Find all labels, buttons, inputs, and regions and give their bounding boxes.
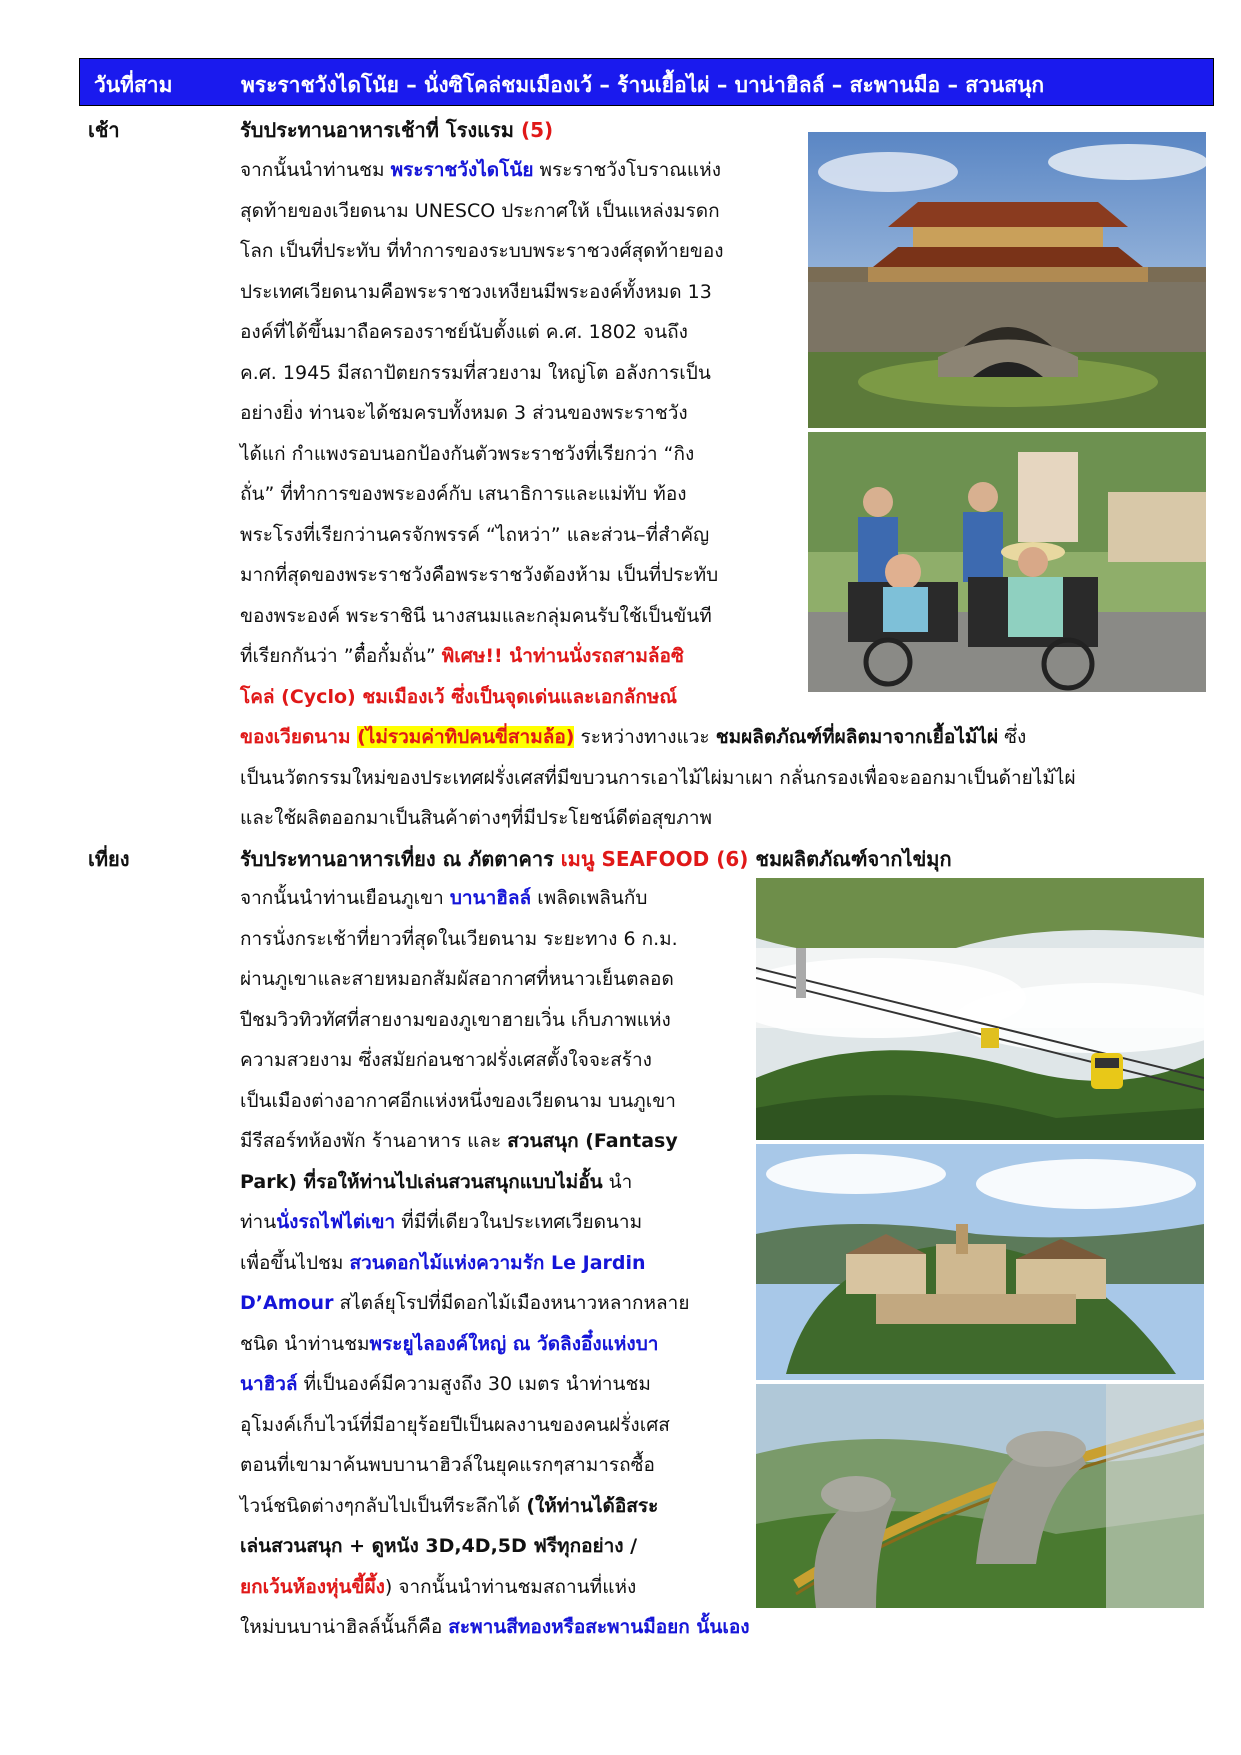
special-cyclo-note: พิเศษ!! นำท่านนั่งรถสามล้อซิ	[441, 645, 684, 667]
bana-hills-name: บานาฮิลล์	[449, 887, 532, 909]
text-line: ปีชมวิวทิวทัศที่สายงามของภูเขาฮายเวิ่น เก็บภาพแห่ง	[240, 1008, 671, 1031]
fantasy-park-name: สวนสนุก (Fantasy	[507, 1130, 678, 1152]
text-line: องค์ที่ได้ขึ้นมาถือครองราชย์นับตั้งแต่ ค.ศ. 1802 จนถึง	[240, 321, 688, 343]
bamboo-product-highlight: ชมผลิตภัณฑ์ที่ผลิตมาจากเยื้อไม้ไผ่	[715, 726, 999, 748]
bamboo-description	[240, 717, 1206, 839]
text-line: อุโมงค์เก็บไวน์ที่มีอายุร้อยปีเป็นผลงานของคนฝรั่งเศส	[240, 1413, 670, 1436]
text-line: ประเทศเวียดนามคือพระราชวงเหงียนมีพระองค์ทั้งหมด 13	[240, 280, 712, 303]
text-line: ตอนที่เขามาค้นพบบานาฮิวล์ในยุคแรกๆสามารถซื้อ	[240, 1454, 655, 1476]
love-garden-name: สวนดอกไม้แห่งความรัก Le Jardin	[349, 1251, 646, 1274]
text-line: มีรีสอร์ทห้องพัก ร้านอาหาร และ สวนสนุก (Fantasy	[240, 1130, 678, 1152]
text-line: เล่นสวนสนุก + ดูหนัง 3D,4D,5D ฟรีทุกอย่าง /	[240, 1535, 638, 1557]
text-line: ถั่น” ที่ทำการของพระองค์กับ เสนาธิการและแม่ทับ ท้อง	[240, 483, 687, 505]
mountain-train-name: นั่งรถไฟไต่เขา	[276, 1211, 396, 1233]
text-line: พระโรงที่เรียกว่านครจักพรรค์ “ไถหว่า” และส่วน–ที่สำคัญ	[240, 523, 710, 546]
breakfast-heading	[240, 114, 553, 146]
free-play-note: (ให้ท่านได้อิสระ	[526, 1494, 659, 1517]
text-line: สุดท้ายของเวียดนาม UNESCO ประกาศให้ เป็นแหล่งมรดก	[240, 199, 720, 222]
text-line: โลก เป็นที่ประทับ ที่ทำการของระบบพระราชวงศ์สุดท้ายของ	[240, 240, 724, 262]
text-line: มากที่สุดของพระราชวังคือพระราชวังต้องห้าม เป็นที่ประทับ	[240, 564, 719, 586]
text-line: การนั่งกระเช้าที่ยาวที่สุดในเวียดนาม ระยะทาง 6 ก.ม.	[240, 927, 678, 950]
text-line: ของเวียดนาม (ไม่รวมค่าทิปคนขี่สามล้อ) ระหว่างทางแวะ ชมผลิตภัณฑ์ที่ผลิตมาจากเยื้อไม้ไผ่ ซึ่ง	[240, 726, 1027, 748]
text-line: โคล่ (Cyclo) ชมเมืองเว้ ซึ่งเป็นจุดเด่นและเอกลักษณ์	[240, 685, 678, 708]
cable-car-photo	[756, 878, 1204, 1140]
buddha-statue-name: พระยูไลองค์ใหญ่ ณ วัดลิงอึ๋งแห่งบา	[369, 1332, 659, 1355]
seafood-menu: เมนู SEAFOOD	[560, 847, 710, 871]
tip-excluded-note: (ไม่รวมค่าทิปคนขี่สามล้อ)	[357, 726, 575, 748]
text-line: ความสวยงาม ซึ่งสมัยก่อนชาวฝรั่งเศสตั้งใจจะสร้าง	[240, 1049, 652, 1071]
lunch-meal-number: (6)	[716, 847, 749, 871]
pearl-product: ชมผลิตภัณฑ์จากไข่มุก	[755, 847, 952, 871]
text-line: ที่เรียกกันว่า ”ตื๋อกั๋มถั่น” พิเศษ!! นำท่านนั่งรถสามล้อซิ	[240, 645, 684, 667]
time-label-morning: เช้า	[88, 118, 120, 142]
day-title: พระราชวังไดโนัย – นั่งซิโคล่ชมเมืองเว้ – ร้านเยื้อไผ่ – บาน่าฮิลล์ – สะพานมือ – สวนสนุก	[241, 73, 1045, 97]
cyclo-photo	[808, 432, 1206, 692]
text-line: Park) ที่รอให้ท่านไปเล่นสวนสนุกแบบไม่อั้น นำ	[240, 1170, 633, 1193]
text-line: ใหม่บนบาน่าฮิลล์นั้นก็คือ สะพานสีทองหรือสะพานมือยก นั้นเอง	[240, 1616, 750, 1638]
day-header-bar	[79, 58, 1214, 106]
text-line: เพื่อขึ้นไปชม สวนดอกไม้แห่งความรัก Le Jardin	[240, 1251, 646, 1274]
text-line: และใช้ผลิตออกมาเป็นสินค้าต่างๆที่มีประโยชน์ดีต่อสุขภาพ	[240, 807, 713, 829]
lunch-text: รับประทานอาหารเที่ยง ณ ภัตตาคาร	[240, 847, 554, 871]
palace-description	[240, 150, 788, 717]
text-line: ยกเว้นห้องหุ่นขี้ผึ้ง) จากนั้นนำท่านชมสถานที่แห่ง	[240, 1575, 637, 1598]
text-line: ผ่านภูเขาและสายหมอกสัมผัสอากาศที่หนาวเย็นตลอด	[240, 968, 674, 990]
day-label: วันที่สาม	[94, 73, 173, 97]
text-line: จากนั้นนำท่านชม พระราชวังไดโนัย พระราชวังโบราณแห่ง	[240, 159, 721, 181]
golden-bridge-description	[240, 1607, 1206, 1648]
bana-hills-description	[240, 878, 738, 1607]
text-line: ชนิด นำท่านชมพระยูไลองค์ใหญ่ ณ วัดลิงอึ๋งแห่งบา	[240, 1332, 659, 1355]
text-line: นาฮิวล์ ที่เป็นองค์มีความสูงถึง 30 เมตร นำท่านชม	[240, 1373, 651, 1395]
palace-photo	[808, 132, 1206, 428]
golden-bridge-name: สะพานสีทองหรือสะพานมือยก นั้นเอง	[448, 1616, 750, 1638]
text-line: ของพระองค์ พระราชินี นางสนมและกลุ่มคนรับใช้เป็นขันที	[240, 604, 712, 627]
palace-name: พระราชวังไดโนัย	[390, 159, 534, 181]
breakfast-meal-number: (5)	[520, 118, 554, 142]
text-line: จากนั้นนำท่านเยือนภูเขา บานาฮิลล์ เพลิดเพลินกับ	[240, 887, 648, 909]
lunch-heading	[240, 843, 952, 875]
text-line: ไวน์ชนิดต่างๆกลับไปเป็นทีระลึกได้ (ให้ท่านได้อิสระ	[240, 1494, 659, 1517]
time-label-noon: เที่ยง	[88, 847, 130, 871]
castle-village-photo	[756, 1144, 1204, 1380]
text-line: D’Amour สไตล์ยุโรปที่มีดอกไม้เมืองหนาวหลากหลาย	[240, 1292, 690, 1314]
text-line: ได้แก่ กำแพงรอบนอกป้องกันตัวพระราชวังที่เรียกว่า “กิง	[240, 442, 695, 465]
text-line: ท่านนั่งรถไฟไต่เขา ที่มีที่เดียวในประเทศเวียดนาม	[240, 1211, 643, 1233]
wax-museum-excluded: ยกเว้นห้องหุ่นขี้ผึ้ง	[240, 1575, 385, 1598]
text-line: อย่างยิ่ง ท่านจะได้ชมครบทั้งหมด 3 ส่วนของพระราชวัง	[240, 402, 688, 424]
golden-bridge-photo	[756, 1384, 1204, 1608]
breakfast-text: รับประทานอาหารเช้าที่ โรงแรม	[240, 118, 514, 142]
text-line: เป็นเมืองต่างอากาศอีกแห่งหนึ่งของเวียดนาม บนภูเขา	[240, 1089, 676, 1112]
text-line: เป็นนวัตกรรมใหม่ของประเทศฝรั่งเศสที่มีขบวนการเอาไม้ไผ่มาเผา กลั่นกรองเพื่อจะออกมาเป็นด้ายไม้ไผ่	[240, 766, 1076, 789]
text-line: ค.ศ. 1945 มีสถาปัตยกรรมที่สวยงาม ใหญ่โต อลังการเป็น	[240, 361, 711, 384]
